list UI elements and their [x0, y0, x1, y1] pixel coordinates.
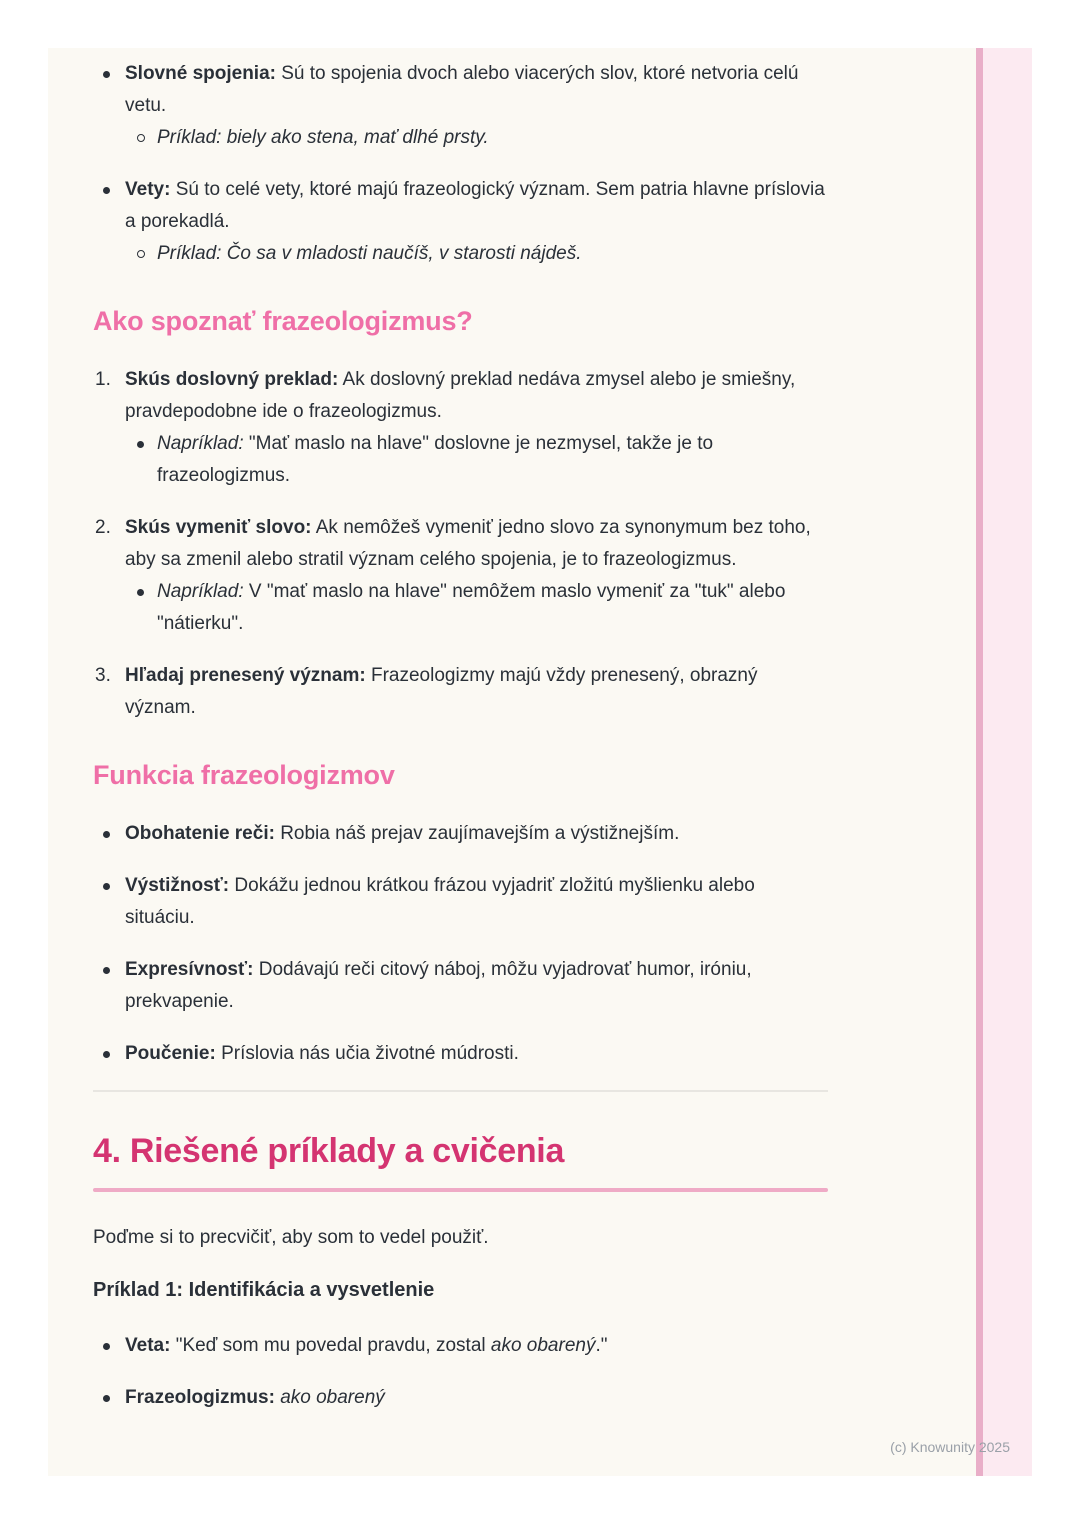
- nested-list: [125, 238, 828, 270]
- text-segment: Dokážu jednou krátkou frázou vyjadriť zložitú myšlienku alebo situáciu.: [125, 875, 755, 928]
- list-item-text: [125, 517, 811, 570]
- list-item: [93, 870, 828, 934]
- text-segment: "Keď som mu povedal pravdu, zostal: [170, 1335, 491, 1356]
- list-item-text: [125, 1335, 608, 1356]
- text-segment: Napríklad:: [157, 581, 244, 602]
- list-item: [93, 1038, 828, 1070]
- list-item-text: [125, 823, 679, 844]
- bulleted-list: [93, 58, 828, 270]
- text-segment: Príklad: Čo sa v mladosti naučíš, v starosti nájdeš.: [157, 243, 582, 264]
- nested-list: [125, 122, 828, 154]
- list-item-text: [125, 665, 758, 718]
- bullet-icon: [103, 967, 110, 974]
- list-item-text: [157, 127, 489, 148]
- bullet-icon: [137, 441, 144, 448]
- chapter-heading: 4. Riešené príklady a cvičenia: [93, 1132, 565, 1170]
- text-segment: Frazeologizmus:: [125, 1387, 275, 1408]
- list-item: [93, 818, 828, 850]
- section-divider: [93, 1090, 828, 1092]
- bullet-icon: [103, 1051, 110, 1058]
- text-segment: .": [595, 1335, 608, 1356]
- text-segment: Skús vymeniť slovo:: [125, 517, 312, 538]
- bullet-icon: [103, 1343, 110, 1350]
- list-item-text: [157, 433, 713, 486]
- text-segment: Slovné spojenia:: [125, 63, 276, 84]
- numbered-list: [93, 364, 828, 724]
- paragraph: [93, 1222, 828, 1254]
- list-item: [93, 174, 828, 270]
- nested-list: [125, 428, 828, 492]
- page-edge-stripe: [976, 48, 1032, 1476]
- list-item-text: [125, 959, 752, 1012]
- text-segment: Vety:: [125, 179, 171, 200]
- list-item-text: [125, 369, 795, 422]
- list-item-text: [157, 243, 582, 264]
- text-segment: Sú to celé vety, ktoré majú frazeologický význam. Sem patria hlavne príslovia a porekadlá.: [125, 179, 825, 232]
- text-segment: ako obarený: [280, 1387, 385, 1408]
- section-heading: Ako spoznať frazeologizmus?: [93, 306, 473, 336]
- list-item-text: [157, 581, 785, 634]
- text-segment: Veta:: [125, 1335, 171, 1356]
- list-item: [93, 364, 828, 492]
- document-page: [48, 48, 1032, 1476]
- text-segment: Skús doslovný preklad:: [125, 369, 339, 390]
- text-segment: Poďme si to precvičiť, aby som to vedel použiť.: [93, 1227, 489, 1248]
- list-item: [93, 512, 828, 640]
- list-item: [125, 122, 828, 154]
- list-item-text: [125, 179, 825, 232]
- list-number: 2.: [95, 517, 111, 538]
- list-number: 3.: [95, 665, 111, 686]
- list-item: [93, 58, 828, 154]
- bullet-icon: [103, 883, 110, 890]
- text-segment: "Mať maslo na hlave" doslovne je nezmysel, takže je to frazeologizmus.: [157, 433, 714, 486]
- list-item: [93, 660, 828, 724]
- circle-bullet-icon: [137, 134, 145, 142]
- text-segment: Obohatenie reči:: [125, 823, 275, 844]
- document-content: [93, 48, 828, 1414]
- nested-list: [125, 576, 828, 640]
- text-segment: V "mať maslo na hlave" nemôžem maslo vymeniť za "tuk" alebo "nátierku".: [157, 581, 786, 634]
- text-segment: Ak nemôžeš vymeniť jedno slovo za synonymum bez toho, aby sa zmenil alebo stratil význam celého spojenia, je to frazeologizmus.: [125, 517, 811, 570]
- text-segment: Expresívnosť:: [125, 959, 254, 980]
- text-segment: Frazeologizmy majú vždy prenesený, obrazný význam.: [125, 665, 758, 718]
- list-item-text: [125, 1043, 519, 1064]
- bulleted-list: [93, 1330, 828, 1414]
- text-segment: Príklad: biely ako stena, mať dlhé prsty.: [157, 127, 489, 148]
- list-item: [93, 1330, 828, 1362]
- text-segment: Príslovia nás učia životné múdrosti.: [215, 1043, 519, 1064]
- bullet-icon: [103, 1395, 110, 1402]
- text-segment: ako obarený: [490, 1335, 596, 1356]
- list-item-text: [125, 63, 798, 116]
- list-item: [125, 576, 828, 640]
- bullet-icon: [137, 589, 144, 596]
- list-item-text: [125, 875, 755, 928]
- text-segment: Hľadaj prenesený význam:: [125, 665, 366, 686]
- list-item: [125, 428, 828, 492]
- subsection-heading: Príklad 1: Identifikácia a vysvetlenie: [93, 1279, 435, 1301]
- bulleted-list: [93, 818, 828, 1070]
- circle-bullet-icon: [137, 250, 145, 258]
- text-segment: Sú to spojenia dvoch alebo viacerých slov, ktoré netvoria celú vetu.: [125, 63, 799, 116]
- text-segment: Napríklad:: [157, 433, 244, 454]
- list-item: [93, 1382, 828, 1414]
- bullet-icon: [103, 187, 110, 194]
- copyright-footer: (c) Knowunity 2025: [890, 1439, 1010, 1455]
- heading-underline: [93, 1188, 828, 1192]
- list-item: [125, 238, 828, 270]
- bullet-icon: [103, 831, 110, 838]
- list-number: 1.: [95, 369, 111, 390]
- text-segment: Robia náš prejav zaujímavejším a výstižnejším.: [274, 823, 680, 844]
- list-item-text: [125, 1387, 385, 1408]
- text-segment: Výstižnosť:: [125, 875, 230, 896]
- text-segment: Poučenie:: [125, 1043, 216, 1064]
- section-heading: Funkcia frazeologizmov: [93, 760, 395, 790]
- text-segment: Ak doslovný preklad nedáva zmysel alebo je smiešny, pravdepodobne ide o frazeologizmus.: [125, 369, 796, 422]
- bullet-icon: [103, 71, 110, 78]
- text-segment: Dodávajú reči citový náboj, môžu vyjadrovať humor, iróniu, prekvapenie.: [125, 959, 752, 1012]
- list-item: [93, 954, 828, 1018]
